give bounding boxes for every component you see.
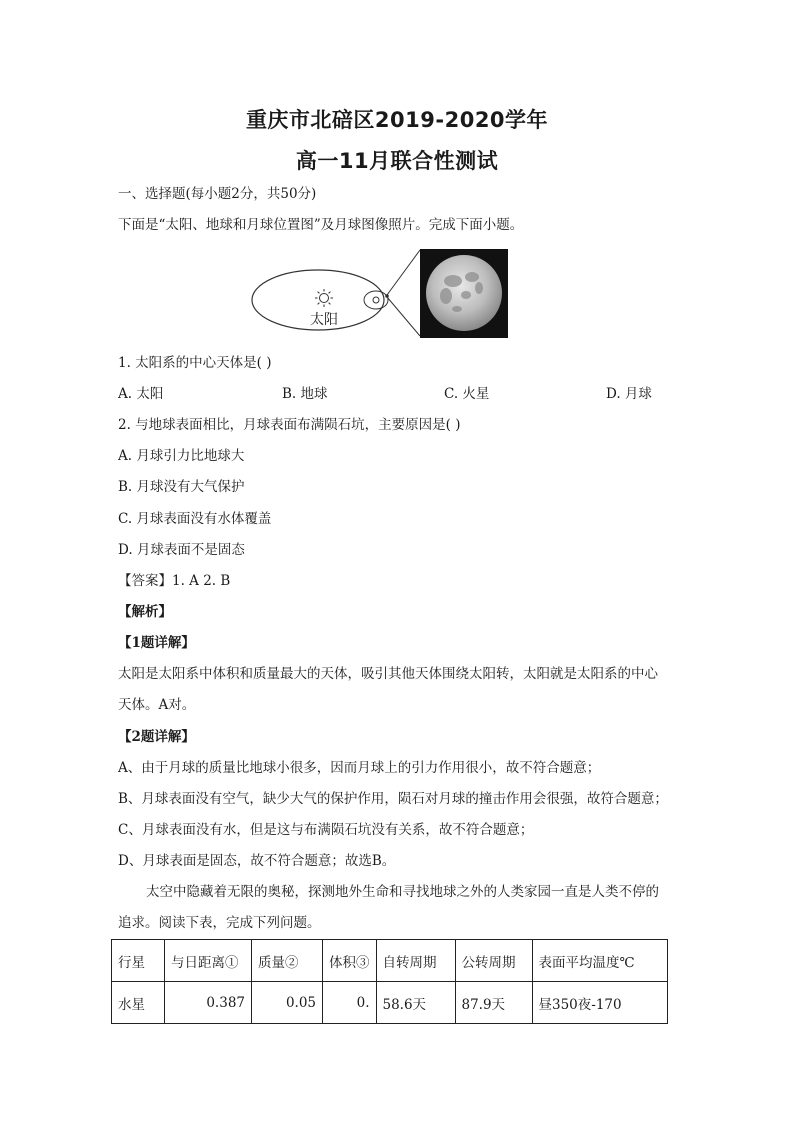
- q2-stem: 2. 与地球表面相比，月球表面布满陨石坑，主要原因是( ): [118, 417, 461, 433]
- planet-table: [111, 939, 668, 1024]
- detail2-line-a: A、由于月球的质量比地球小很多，因而月球上的引力作用很小，故不符合题意；: [118, 760, 601, 776]
- q1-stem: 1. 太阳系的中心天体是( ): [118, 355, 272, 371]
- table-cell: 0.387: [165, 982, 252, 1024]
- table-header-cell: 公转周期: [455, 940, 532, 982]
- zoom-line-top: [387, 250, 420, 295]
- table-cell: 58.6天: [376, 982, 455, 1024]
- detail1-text-1: 太阳是太阳系中体积和质量最大的天体，吸引其他天体围绕太阳转，太阳就是太阳系的中心: [118, 666, 658, 682]
- detail2-line-d: D、月球表面是固态，故不符合题意；故选B。: [118, 853, 396, 869]
- detail2-line-c: C、月球表面没有水，但是这与布满陨石坑没有关系，故不符合题意；: [118, 822, 534, 838]
- section2-intro-1: 太空中隐藏着无限的奥秘，探测地外生命和寻找地球之外的人类家园一直是人类不停的: [146, 884, 659, 900]
- section-heading: 一、选择题(每小题2分，共50分): [118, 186, 317, 202]
- detail2-heading: 【2题详解】: [118, 729, 195, 745]
- sun-label: 太阳: [310, 312, 338, 328]
- detail1-heading: 【1题详解】: [118, 635, 195, 651]
- section2-intro-2: 追求。阅读下表，完成下列问题。: [118, 915, 321, 931]
- table-cell: 昼350夜-170: [532, 982, 668, 1024]
- table-cell: 0.05: [252, 982, 323, 1024]
- sun-earth-moon-figure: [250, 248, 512, 340]
- analysis-heading: 【解析】: [118, 604, 172, 620]
- table-header-cell: 与日距离①: [165, 940, 252, 982]
- table-header-cell: 质量②: [252, 940, 323, 982]
- zoom-line-bottom: [387, 297, 420, 336]
- table-header-row: [112, 940, 668, 982]
- q2-option-b: B. 月球没有大气保护: [118, 479, 245, 495]
- table-cell: 0.: [323, 982, 377, 1024]
- q2-option-c: C. 月球表面没有水体覆盖: [118, 511, 272, 527]
- table-cell: 87.9天: [455, 982, 532, 1024]
- earth-icon: [373, 297, 379, 303]
- q1-option-d: D. 月球: [606, 386, 652, 402]
- sun-icon: [315, 289, 333, 307]
- q1-option-b: B. 地球: [282, 386, 328, 402]
- q1-option-a: A. 太阳: [118, 386, 164, 402]
- table-header-cell: 体积③: [323, 940, 377, 982]
- intro-text: 下面是“太阳、地球和月球位置图”及月球图像照片。完成下面小题。: [118, 217, 524, 233]
- title-line-2: 高一11月联合性测试: [295, 149, 499, 173]
- table-header-cell: 行星: [112, 940, 165, 982]
- table-row: [112, 982, 668, 1024]
- answer-line: 【答案】1. A 2. B: [118, 573, 231, 589]
- table-cell: 水星: [112, 982, 165, 1024]
- table-header-cell: 表面平均温度℃: [532, 940, 668, 982]
- q2-option-a: A. 月球引力比地球大: [118, 448, 245, 464]
- title-line-1: 重庆市北碚区2019-2020学年: [245, 108, 549, 132]
- detail1-text-2: 天体。A对。: [118, 697, 196, 713]
- table-header-cell: 自转周期: [376, 940, 455, 982]
- q1-option-c: C. 火星: [444, 386, 490, 402]
- detail2-line-b: B、月球表面没有空气，缺少大气的保护作用，陨石对月球的撞击作用会很强，故符合题意；: [118, 791, 668, 807]
- q2-option-d: D. 月球表面不是固态: [118, 542, 245, 558]
